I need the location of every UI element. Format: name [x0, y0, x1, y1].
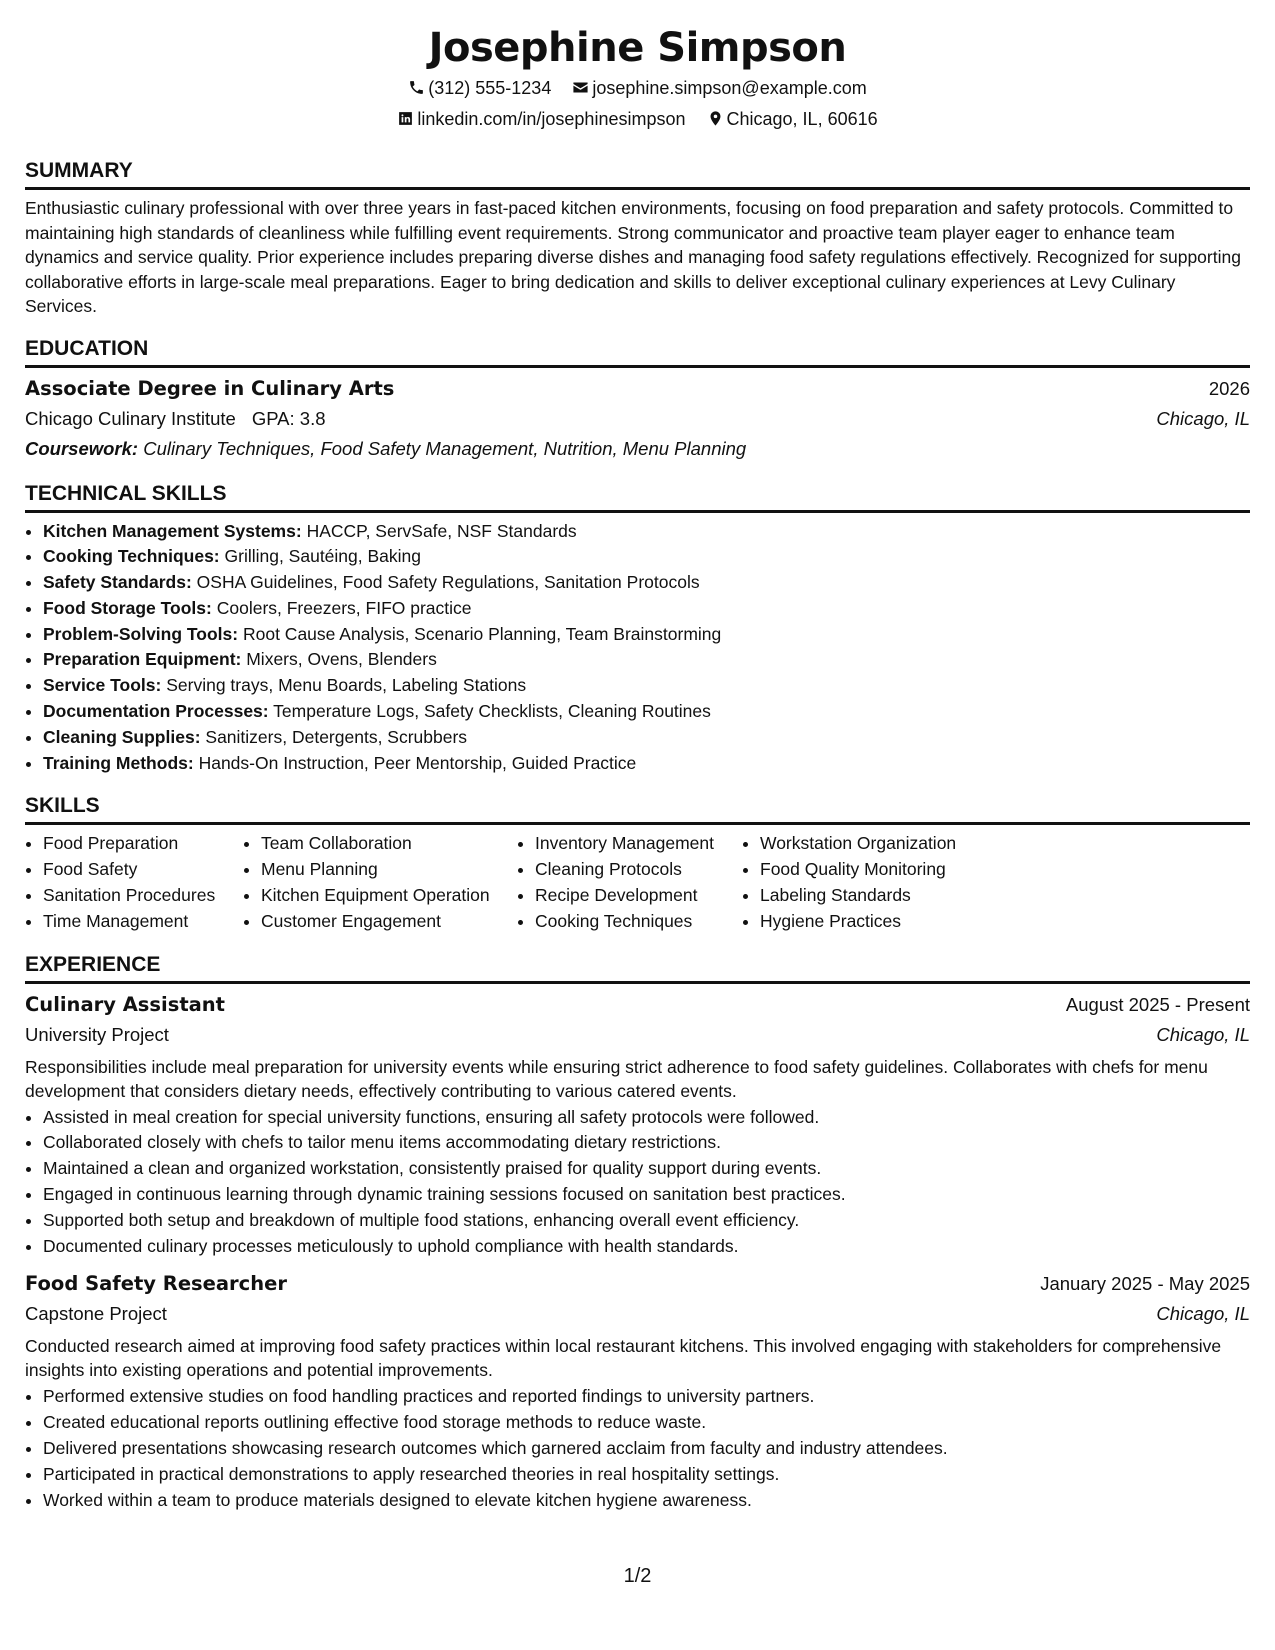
list-item: • Team Collaboration — [261, 831, 517, 857]
job-organization: University Project — [25, 1023, 169, 1045]
skill-value: Temperature Logs, Safety Checklists, Cleaning Routines — [273, 701, 711, 722]
job-dates: January 2025 - May 2025 — [1040, 1273, 1250, 1295]
list-item: • Labeling Standards — [760, 883, 1010, 909]
skill-value: OSHA Guidelines, Food Safety Regulations, Sanitation Protocols — [196, 572, 700, 593]
skill-value: Sanitizers, Detergents, Scrubbers — [205, 726, 468, 747]
gpa-text: GPA: 3.8 — [251, 407, 326, 429]
skills-column — [517, 831, 742, 934]
skill-label: Cleaning Supplies: — [43, 726, 201, 747]
job-title: Food Safety Researcher — [25, 1272, 287, 1296]
list-item: • Supported both setup and breakdown of multiple food stations, enhancing overall event efficiency. — [43, 1208, 1250, 1234]
page-number: 1/2 — [623, 1565, 652, 1587]
list-item: • Hygiene Practices — [760, 909, 1010, 935]
section-title-summary: SUMMARY — [25, 157, 1250, 190]
skill-label: Safety Standards: — [43, 572, 192, 593]
phone-text: (312) 555-1234 — [428, 78, 552, 98]
job-location: Chicago, IL — [1156, 1023, 1250, 1045]
list-item — [43, 673, 1250, 699]
skill-label: Problem-Solving Tools: — [43, 623, 239, 644]
skill-label: Training Methods: — [43, 752, 194, 773]
skill-value: Grilling, Sautéing, Baking — [224, 546, 421, 567]
job-bullets — [25, 1384, 1250, 1513]
list-item: • Participated in practical demonstrations to apply researched theories in real hospitality settings. — [43, 1462, 1250, 1488]
education-row-1 — [25, 374, 1250, 404]
skill-value: Hands-On Instruction, Peer Mentorship, Guided Practice — [198, 752, 637, 773]
school-info — [25, 404, 326, 434]
list-item: • Created educational reports outlining effective food storage methods to reduce waste. — [43, 1410, 1250, 1436]
phone-icon — [408, 79, 425, 96]
list-item — [43, 544, 1250, 570]
list-item: • Delivered presentations showcasing research outcomes which garnered acclaim from faculty and industry attendees. — [43, 1436, 1250, 1462]
job-description: Conducted research aimed at improving food safety practices within local restaurant kitchens. This involved engaging with stakeholders for comprehensive insights into existing operations and potential improvements. — [25, 1336, 1222, 1381]
resume-page — [25, 0, 1250, 1513]
skill-value: Root Cause Analysis, Scenario Planning, Team Brainstorming — [242, 623, 722, 644]
section-title-experience: EXPERIENCE — [25, 951, 1250, 984]
experience-sub-row — [25, 1299, 1250, 1329]
job-organization: Capstone Project — [25, 1303, 167, 1325]
skill-value: HACCP, ServSafe, NSF Standards — [306, 520, 577, 541]
linkedin-contact[interactable] — [397, 104, 685, 135]
skill-value: Coolers, Freezers, FIFO practice — [216, 597, 472, 618]
skill-label: Food Storage Tools: — [43, 597, 212, 618]
location-text: Chicago, IL, 60616 — [726, 109, 878, 129]
section-title-education: EDUCATION — [25, 335, 1250, 368]
phone-contact — [408, 73, 551, 104]
resume-header — [25, 0, 1250, 135]
linkedin-text[interactable]: linkedin.com/in/josephinesimpson — [417, 109, 686, 129]
section-title-technical-skills: TECHNICAL SKILLS — [25, 480, 1250, 513]
degree-name: Associate Degree in Culinary Arts — [25, 376, 395, 400]
education-section — [25, 335, 1250, 464]
list-item — [43, 596, 1250, 622]
summary-text: Enthusiastic culinary professional with over three years in fast-paced kitchen environments, focusing on food preparation and safety protocols. Committed to maintaining high standards of cleanliness while fulfilling event requirements. Strong communicator and proactive team player eager to enhance team dynamics and service quality. Prior experience includes preparing diverse dishes and managing food safety regulations effectively. Recognized for supporting collaborative efforts in large-scale meal preparations. Eager to bring dedication and skills to deliver exceptional culinary experiences at Levy Culinary Services. — [25, 198, 1241, 316]
skill-value: Mixers, Ovens, Blenders — [246, 649, 437, 670]
list-item — [43, 647, 1250, 673]
list-item — [43, 570, 1250, 596]
experience-header-row — [25, 1269, 1250, 1299]
job-description: Responsibilities include meal preparation for university events while ensuring strict adherence to food safety guidelines. Collaborates with chefs for menu development that considers dietary needs, effectively contributing to various catered events. — [25, 1056, 1208, 1101]
list-item: • Maintained a clean and organized workstation, consistently praised for quality support during events. — [43, 1156, 1250, 1182]
list-item: • Food Safety — [43, 857, 243, 883]
skill-label: Service Tools: — [43, 675, 162, 696]
list-item: • Sanitation Procedures — [43, 883, 243, 909]
summary-section — [25, 157, 1250, 319]
list-item: • Time Management — [43, 909, 243, 935]
school-location: Chicago, IL — [1156, 407, 1250, 429]
coursework-list: Culinary Techniques, Food Safety Management, Nutrition, Menu Planning — [143, 437, 747, 459]
skill-value: Serving trays, Menu Boards, Labeling Stations — [166, 675, 527, 696]
coursework-label: Coursework: — [25, 437, 139, 459]
list-item: • Collaborated closely with chefs to tailor menu items accommodating dietary restrictions. — [43, 1130, 1250, 1156]
linkedin-icon — [397, 110, 414, 127]
skills-column — [742, 831, 1010, 934]
list-item — [43, 751, 1250, 777]
list-item: • Cooking Techniques — [535, 909, 742, 935]
list-item: • Performed extensive studies on food handling practices and reported findings to university partners. — [43, 1384, 1250, 1410]
list-item: • Recipe Development — [535, 883, 742, 909]
experience-sub-row — [25, 1020, 1250, 1050]
map-pin-icon — [707, 110, 724, 127]
job-title: Culinary Assistant — [25, 992, 225, 1016]
skill-label: Preparation Equipment: — [43, 649, 242, 670]
coursework-line — [25, 434, 1250, 464]
list-item: • Assisted in meal creation for special university functions, ensuring all safety protocols were followed. — [43, 1105, 1250, 1131]
list-item: • Workstation Organization — [760, 831, 1010, 857]
list-item: • Menu Planning — [261, 857, 517, 883]
experience-entry — [25, 1269, 1250, 1513]
contact-line-2 — [25, 104, 1250, 135]
skills-grid — [25, 831, 1250, 934]
list-item: • Kitchen Equipment Operation — [261, 883, 517, 909]
list-item: • Documented culinary processes meticulously to uphold compliance with health standards. — [43, 1234, 1250, 1260]
list-item: • Worked within a team to produce materials designed to elevate kitchen hygiene awareness. — [43, 1488, 1250, 1514]
job-location: Chicago, IL — [1156, 1303, 1250, 1325]
list-item: • Cleaning Protocols — [535, 857, 742, 883]
location-contact — [707, 104, 878, 135]
candidate-name: Josephine Simpson — [428, 25, 847, 71]
list-item — [43, 699, 1250, 725]
list-item: • Food Quality Monitoring — [760, 857, 1010, 883]
experience-section — [25, 951, 1250, 1514]
job-bullets — [25, 1105, 1250, 1260]
experience-entry — [25, 990, 1250, 1260]
list-item — [43, 519, 1250, 545]
list-item: • Engaged in continuous learning through dynamic training sessions focused on sanitation best practices. — [43, 1182, 1250, 1208]
skills-section — [25, 792, 1250, 934]
list-item — [43, 622, 1250, 648]
contact-line-1 — [25, 73, 1250, 104]
skill-label: Cooking Techniques: — [43, 546, 220, 567]
list-item: • Customer Engagement — [261, 909, 517, 935]
experience-header-row — [25, 990, 1250, 1020]
technical-skills-list — [25, 519, 1250, 777]
job-dates: August 2025 - Present — [1065, 993, 1250, 1015]
envelope-icon — [572, 79, 589, 96]
skill-label: Documentation Processes: — [43, 701, 269, 722]
skills-column — [243, 831, 517, 934]
school-name: Chicago Culinary Institute — [25, 407, 236, 429]
email-contact[interactable] — [572, 73, 866, 104]
list-item: • Food Preparation — [43, 831, 243, 857]
skills-column — [25, 831, 243, 934]
graduation-year: 2026 — [1208, 377, 1250, 399]
section-title-skills: SKILLS — [25, 792, 1250, 825]
technical-skills-section — [25, 480, 1250, 777]
skill-label: Kitchen Management Systems: — [43, 520, 302, 541]
email-text[interactable]: josephine.simpson@example.com — [592, 78, 867, 98]
list-item — [43, 725, 1250, 751]
list-item: • Inventory Management — [535, 831, 742, 857]
education-row-2 — [25, 404, 1250, 434]
